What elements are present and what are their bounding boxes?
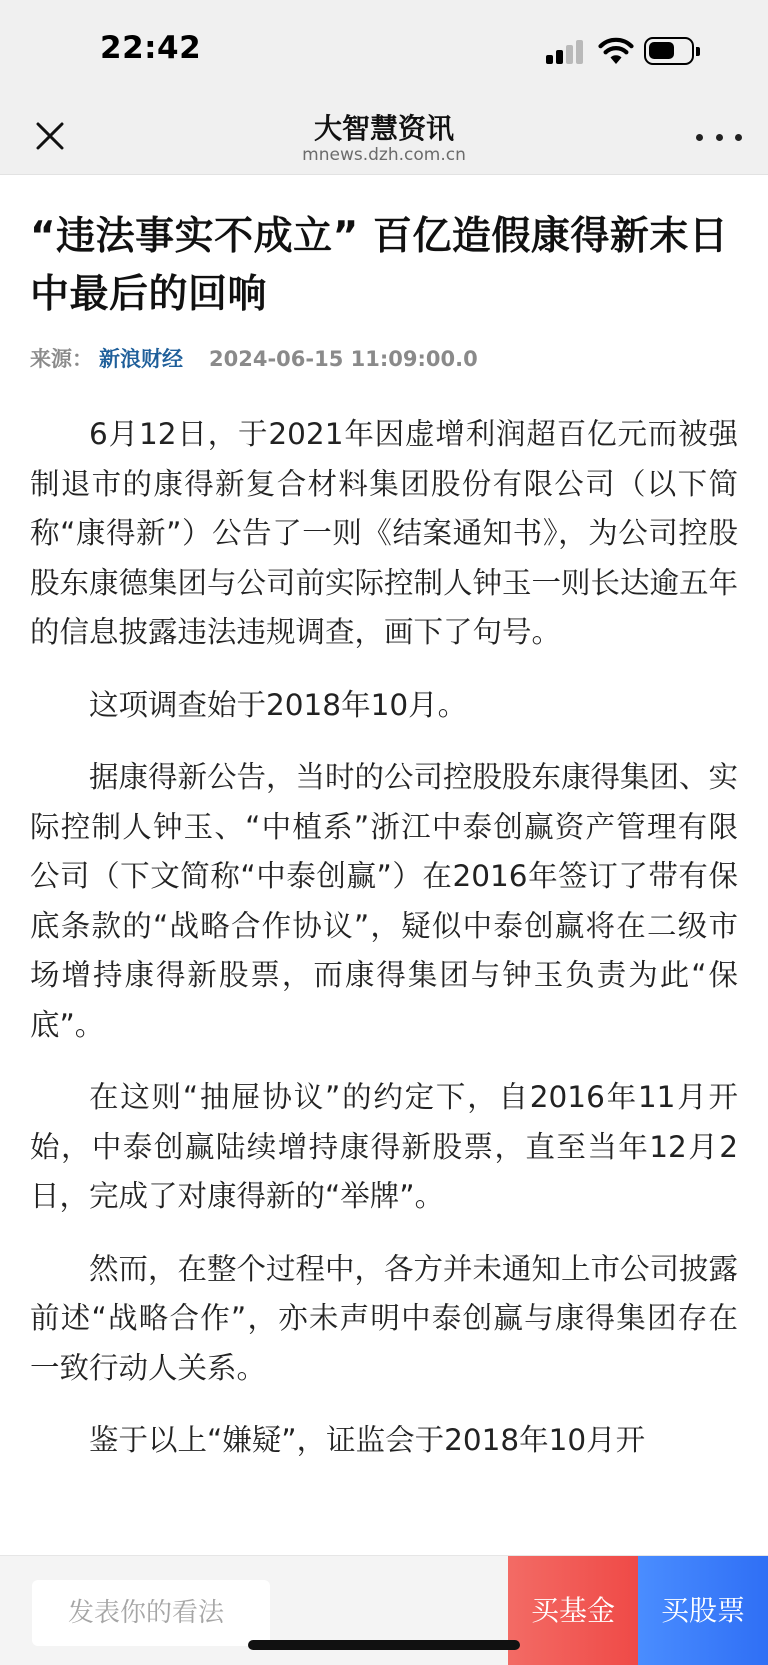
paragraph: 6月12日，于2021年因虚增利润超百亿元而被强制退市的康得新复合材料集团股份有限公司（以下简称“康得新”）公告了一则《结案通知书》，为公司控股股东康德集团与公司前实际控制人钟玉一则长达逾五年的信息披露违法违规调查，画下了句号。	[30, 417, 739, 649]
comment-input[interactable]: 发表你的看法	[32, 1580, 270, 1646]
status-time: 22:42	[100, 30, 202, 66]
paragraph: 据康得新公告，当时的公司控股股东康得集团、实际控制人钟玉、“中植系”浙江中泰创赢资产管理有限公司（下文简称“中泰创赢”）在2016年签订了带有保底条款的“战略合作协议”，疑似中泰创赢将在二级市场增持康得新股票，而康得集团与钟玉负责为此“保底”。	[30, 760, 739, 1042]
page-title: 大智慧资讯	[313, 112, 454, 145]
paragraph: 然而，在整个过程中，各方并未通知上市公司披露前述“战略合作”，亦未声明中泰创赢与康得集团存在一致行动人关系。	[30, 1251, 739, 1385]
source-link[interactable]: 新浪财经	[99, 347, 183, 371]
battery-icon	[644, 37, 694, 65]
more-icon	[696, 134, 703, 141]
paragraph: 鉴于以上“嫌疑”，证监会于2018年10月开	[89, 1423, 646, 1457]
home-indicator	[248, 1640, 520, 1650]
article-body	[30, 410, 738, 1466]
buy-fund-button[interactable]: 买基金	[508, 1556, 638, 1665]
signal-icon	[546, 40, 586, 64]
more-button[interactable]	[696, 125, 742, 149]
page-url: mnews.dzh.com.cn	[302, 145, 466, 165]
status-bar	[0, 0, 768, 95]
article	[30, 208, 738, 1489]
source-label: 来源：	[30, 347, 93, 371]
article-headline: “违法事实不成立” 百亿造假康得新末日中最后的回响	[30, 214, 729, 317]
buy-stock-button[interactable]: 买股票	[638, 1556, 768, 1665]
nav-bar	[0, 95, 768, 175]
wifi-icon	[597, 36, 635, 66]
publish-time: 2024-06-15 11:09:00.0	[209, 347, 478, 371]
paragraph: 在这则“抽屉协议”的约定下，自2016年11月开始，中泰创赢陆续增持康得新股票，直至当年12月2日，完成了对康得新的“举牌”。	[30, 1080, 738, 1213]
article-meta	[30, 344, 738, 374]
paragraph: 这项调查始于2018年10月。	[89, 687, 468, 722]
